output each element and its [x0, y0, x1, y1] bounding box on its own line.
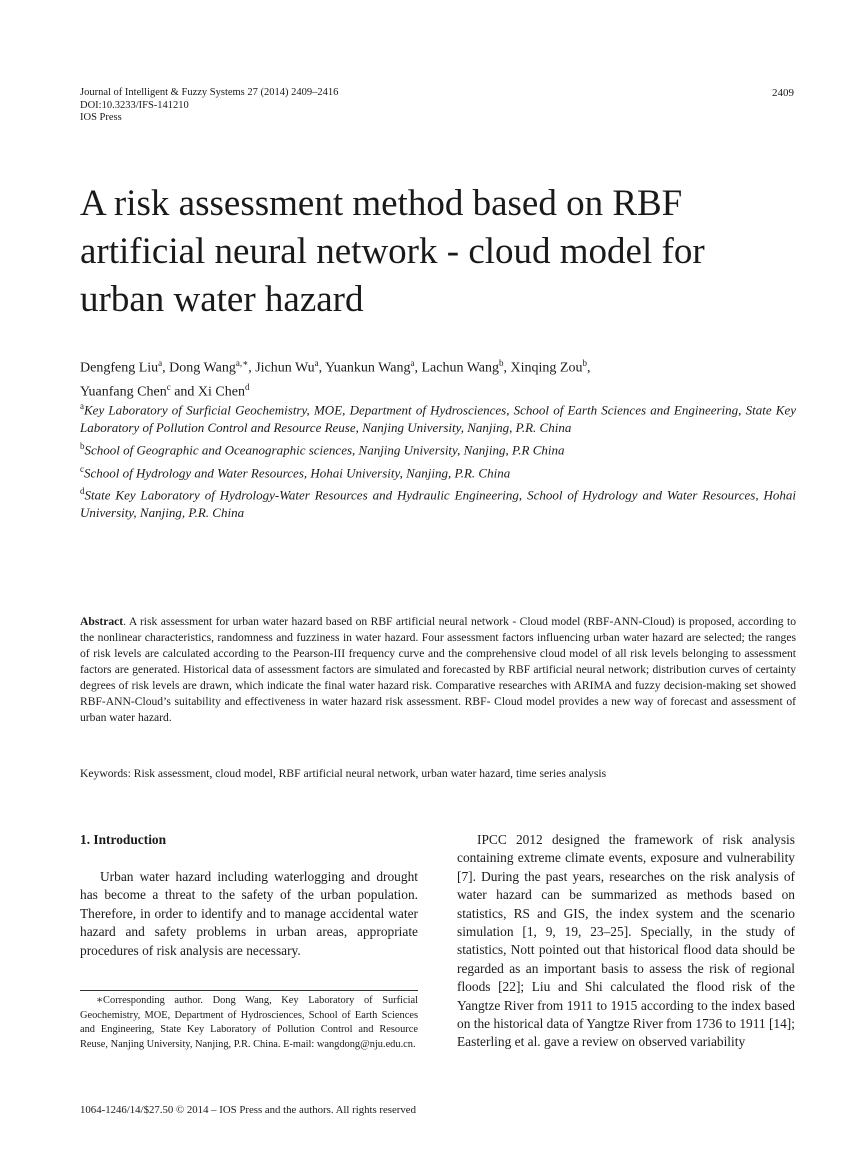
author-affiliation-mark: a: [410, 358, 415, 368]
affiliation: [80, 397, 796, 437]
author-affiliation-mark: c: [166, 381, 171, 392]
footnote: ∗Corresponding author. Dong Wang, Key Laboratory of Surficial Geochemistry, MOE, Department of Hydrosciences, School of Earth Sciences and Engineering, State Key Laboratory of Pollution Control and Resource Reuse, Nanjing University, Nanjing, P.R. China. E-mail: wangdong@nju.edu.cn.: [80, 995, 418, 1050]
affiliation: [80, 460, 796, 482]
author-separator: ,: [162, 360, 170, 376]
affiliation-mark: c: [80, 463, 84, 474]
abstract-label: Abstract: [80, 615, 124, 628]
author: Yuankun Wang: [325, 360, 411, 376]
affiliation-text: School of Hydrology and Water Resources, Hohai University, Nanjing, P.R. China: [84, 464, 511, 480]
keywords: Keywords: Risk assessment, cloud model, RBF artificial neural network, urban water hazard, time series analysis: [80, 767, 607, 780]
affiliation-mark: a: [80, 401, 84, 411]
affiliation: [80, 437, 796, 459]
author: Jichun Wu: [255, 360, 315, 376]
journal-header: [80, 87, 338, 125]
journal-citation: Journal of Intelligent & Fuzzy Systems 27 (2014) 2409–2416: [80, 87, 339, 98]
affiliation-list: [80, 397, 796, 522]
author-list: [80, 354, 800, 401]
author-separator: ,: [414, 360, 422, 376]
publisher: IOS Press: [80, 112, 122, 123]
author-separator: ,: [503, 360, 511, 376]
section-title: 1. Introduction: [80, 832, 167, 847]
left-paragraph: Urban water hazard including waterlogging and drought has become a threat to the safety of the urban population. Therefore, in order to identify and to manage accidental water hazard and safety problems in urban areas, appropriate procedures of risk analysis are necessary.: [80, 869, 418, 958]
copyright-footer: 1064-1246/14/$27.50 © 2014 – IOS Press and the authors. All rights reserved: [80, 1104, 416, 1116]
author: Dong Wang: [169, 360, 236, 376]
abstract: [80, 614, 796, 726]
doi: DOI:10.3233/IFS-141210: [80, 99, 189, 111]
page-number: 2409: [772, 87, 794, 99]
author: Dengfeng Liu: [80, 360, 159, 376]
author-separator: and: [170, 384, 198, 400]
right-column: [457, 831, 795, 1052]
author-affiliation-mark: a: [314, 358, 319, 368]
author-affiliation-mark: a,∗: [235, 358, 249, 368]
author: Lachun Wang: [421, 360, 500, 376]
abstract-text: . A risk assessment for urban water hazard based on RBF artificial neural network - Cloud model (RBF-ANN-Cloud) is proposed, according to the nonlinear characteristics, randomness and fuzziness in water hazard. Four assessment factors influencing urban water hazard are selected; the ranges of risk levels are calculated according to the Pearson-III frequency curve and the comprehensive cloud model of all risk levels belonging to assessment factors are generated. Historical data of assessment factors are simulated and forecasted by RBF artificial neural network; distribution curves of certainty degrees of risk levels are drawn, which indicate the final water hazard risk. Comparative researches with ARIMA and fuzzy decision-making set showed RBF-ANN-Cloud’s suitability and effectiveness in water hazard risk assessment. RBF- Cloud model provides a new way of forecast and assessment of urban water hazard.: [80, 615, 796, 724]
author: Yuanfang Chen: [80, 384, 167, 400]
author-separator: ,: [248, 360, 256, 376]
author: Xinqing Zou: [510, 360, 583, 376]
author: Xi Chen: [197, 384, 245, 400]
author-affiliation-mark: a: [158, 358, 163, 368]
affiliation-text: School of Geographic and Oceanographic sciences, Nanjing University, Nanjing, P.R China: [84, 442, 565, 458]
right-paragraph: IPCC 2012 designed the framework of risk analysis containing extreme climate events, exposure and vulnerability [7]. During the past years, researches on the risk analysis of water hazard can be summarized as methods based on statistics, RS and GIS, the index system and the scenario simulation [1, 9, 19, 23–25]. Specially, in the study of statistics, Nott pointed out that historical flood data should be regarded as an important basis to assess the risk of regional floods [22]; Liu and Shi calculated the flood risk of the Yangtze River from 1911 to 1915 according to the index based on the historical data of Yangtze River from 1736 to 1911 [14]; Easterling et al. gave a review on observed variability: [457, 832, 795, 1050]
affiliation-text: Key Laboratory of Surficial Geochemistry, MOE, Department of Hydrosciences, School of Earth Sciences and Engineering, State Key Laboratory of Pollution Control and Resource Reuse, Nanjing University, Nanjing, P.R. China: [80, 402, 796, 436]
footnote-divider: [80, 990, 418, 991]
author-affiliation-mark: b: [499, 358, 504, 368]
affiliation-mark: b: [80, 441, 85, 452]
author-separator: ,: [586, 360, 591, 376]
author-separator: ,: [318, 360, 326, 376]
author-affiliation-mark: b: [582, 358, 587, 368]
affiliation: [80, 482, 796, 522]
left-column: [80, 868, 418, 960]
paper-title: A risk assessment method based on RBF artificial neural network - cloud model for urban water hazard: [80, 183, 705, 320]
affiliation-text: State Key Laboratory of Hydrology-Water Resources and Hydraulic Engineering, School of Hydrology and Water Resources, Hohai University, Nanjing, P.R. China: [80, 487, 796, 521]
author-affiliation-mark: d: [244, 381, 250, 392]
affiliation-mark: d: [80, 485, 85, 496]
